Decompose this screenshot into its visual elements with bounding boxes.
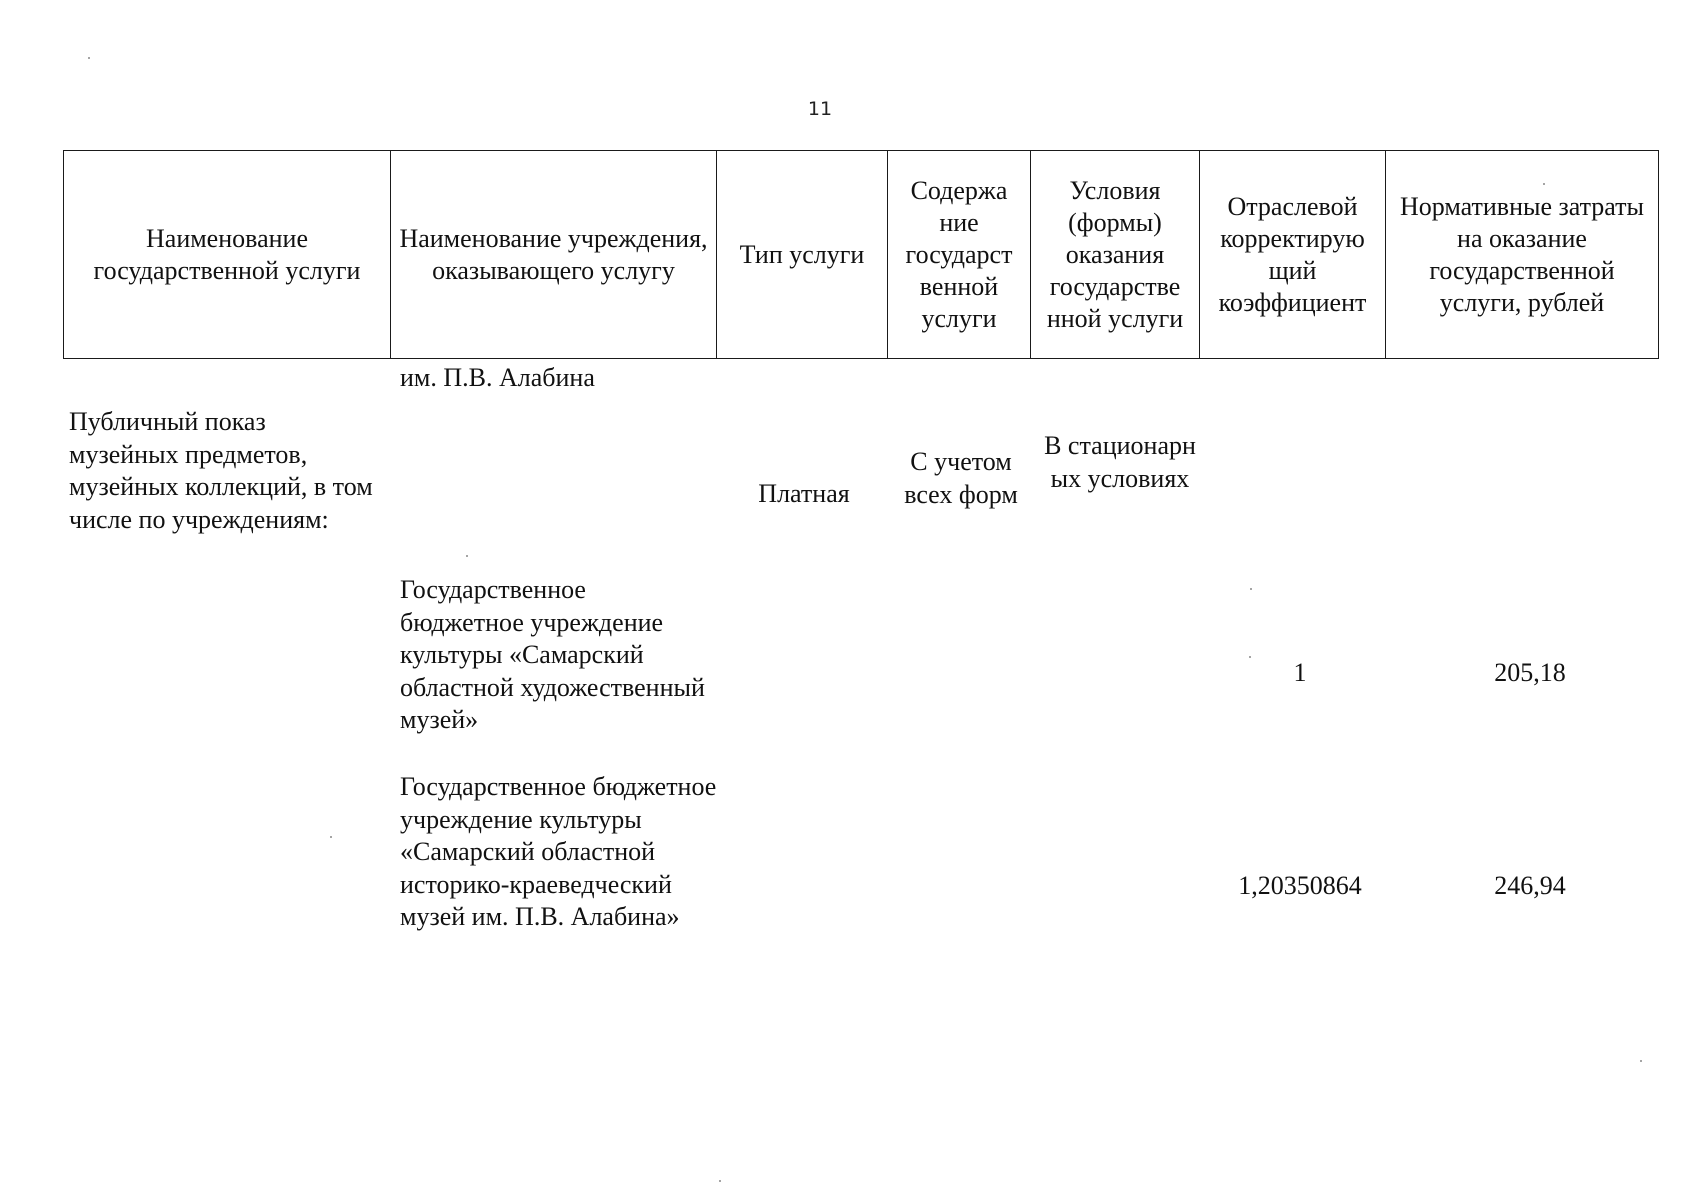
- scan-speck: [719, 1180, 721, 1182]
- row-2-institution: Государственное бюджетное учреждение культуры «Самарский областной историко-краеведческий музей им. П.В. Алабина»: [400, 772, 717, 931]
- row-1-cost: 205,18: [1494, 658, 1566, 687]
- header-service-type: Тип услуги: [717, 151, 888, 359]
- row-2-coefficient: 1,20350864: [1238, 871, 1362, 900]
- page-number: 11: [807, 98, 833, 120]
- carryover-institution-text: им. П.В. Алабина: [400, 363, 595, 392]
- scan-speck: [466, 555, 468, 557]
- header-service-content: Содержа ние государст венной услуги: [888, 151, 1031, 359]
- service-content: С учетом всех форм: [904, 447, 1018, 509]
- row-1-institution: Государственное бюджетное учреждение культуры «Самарский областной художественный музей»: [400, 575, 705, 734]
- scan-speck: [1640, 1060, 1642, 1062]
- scan-speck: [88, 57, 90, 59]
- scan-speck: [1250, 588, 1252, 590]
- header-service-name: Наименование государственной услуги: [64, 151, 391, 359]
- row-2-cost: 246,94: [1494, 871, 1566, 900]
- service-name: Публичный показ музейных предметов, музейных коллекций, в том числе по учреждениям:: [69, 407, 373, 534]
- header-coefficient: Отраслевой корректирую щий коэффициент: [1200, 151, 1386, 359]
- scan-speck: [1249, 656, 1251, 658]
- scan-speck: [1543, 183, 1545, 185]
- row-1-coefficient: 1: [1293, 658, 1307, 687]
- scan-speck: [330, 836, 332, 838]
- header-service-conditions: Условия (формы) оказания государстве нной услуги: [1031, 151, 1200, 359]
- header-normative-cost: Нормативные затраты на оказание государственной услуги, рублей: [1386, 151, 1659, 359]
- table-header: [63, 150, 1659, 359]
- service-conditions: В стационарн ых условиях: [1044, 431, 1196, 493]
- header-institution-name: Наименование учреждения, оказывающего услугу: [391, 151, 717, 359]
- service-type: Платная: [758, 479, 850, 508]
